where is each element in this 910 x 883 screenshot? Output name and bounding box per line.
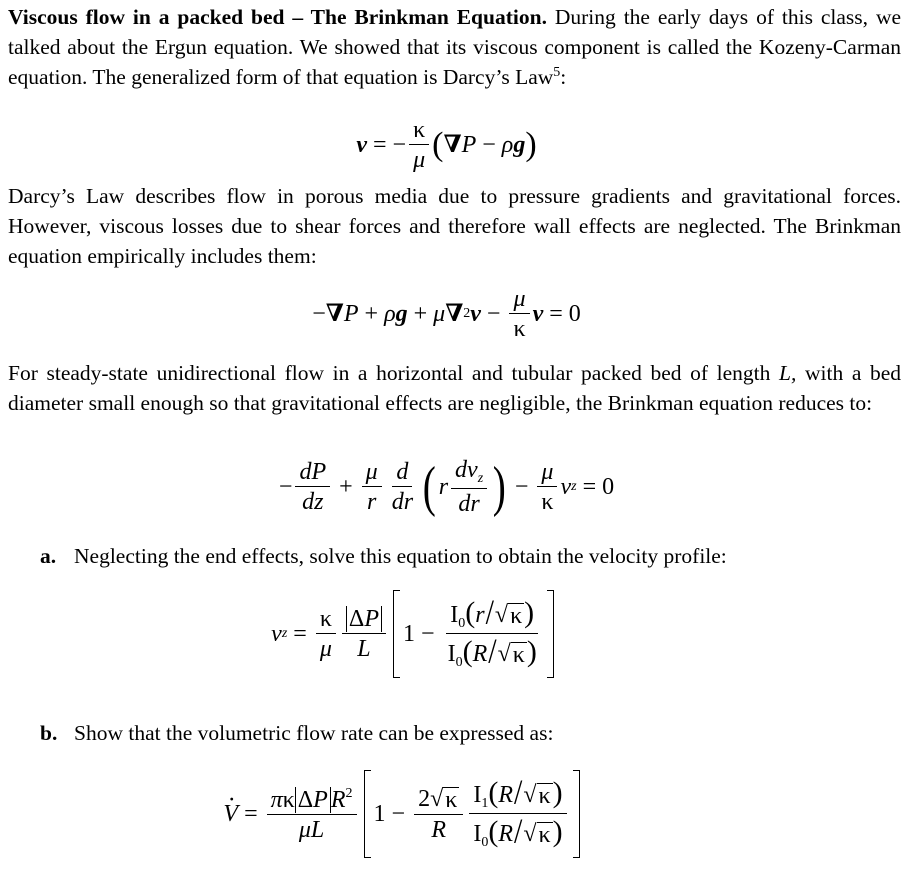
intro-text: During the early days of this class, we talked about the Ergun equation. We showed that its viscous component is called the Kozeny-Carman equation. The generalized form of that equation is Darcy’s Law	[8, 5, 902, 89]
equation-flow-rate: V · = $\frac{\pi\kappa \Delta P R^2}{\mu L}$ 1 − 2 √ κ R $I_1(R/$ √ κ ) $I_0(R/$ √ κ )	[0, 770, 850, 858]
equation-reduced: − $\frac{dP}{dz}$ + $\frac{\mu}{r}$ $\frac{d}{dr}$ ( r $\frac{dv_z}{dr}$ ) − $\frac{\mu}{\kappa}$ v z = 0	[278, 456, 615, 518]
part-a: a. Neglecting the end effects, solve this equation to obtain the velocity profile:	[40, 544, 727, 568]
intro-paragraph: Viscous flow in a packed bed – The Brinkman Equation. During the early days of this class, we talked about the Ergun equation. We showed that its viscous component is called the Kozeny-Carman equation. The generalized form of that equation is Darcy’s Law$^5$:	[8, 5, 902, 89]
document-page	[8, 2, 901, 92]
section-title: Viscous flow in a packed bed – The Brinkman Equation.	[8, 5, 547, 29]
paragraph-2: Darcy’s Law describes flow in porous media due to pressure gradients and gravitational forces. However, viscous losses due to shear forces and therefore wall effects are neglected. The Brinkman equation empirically includes them:	[8, 184, 901, 268]
equation-darcy: v = − $\frac{\kappa}{\mu}$ ( ∇ P − ρ g )	[356, 117, 537, 173]
equation-velocity-profile: v z = $\frac{\kappa}{\mu}$ $\frac{\Delta P}{L}$ 1 − $I_0(r/$ √ κ ) $I_0(R/$ √ κ )	[0, 590, 861, 678]
part-b: b. Show that the volumetric flow rate can be expressed as:	[40, 721, 554, 745]
paragraph-3: For steady-state unidirectional flow in a horizontal and tubular packed bed of length L, with a bed diameter small enough so that gravitational effects are negligible, the Brinkman equation reduces to:	[8, 361, 902, 415]
equation-brinkman: − ∇ P + ρ g + μ ∇ 2 v − $\frac{\mu}{\kappa}$ v = 0	[312, 286, 581, 342]
footnote-marker: 5	[553, 65, 561, 80]
